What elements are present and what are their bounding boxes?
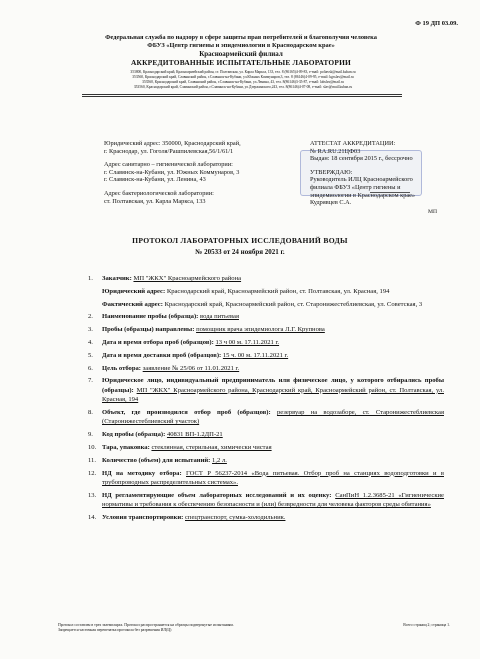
item-value: вода питьевая [200, 313, 239, 321]
address-line: 353560, Краснодарский край, Славянский район, г.Славянск-на-Кубани, ул.Южных Коммунаров,3, тел. 8 (86146)4-09-95, e-mail: kgsslav@mail.ru [132, 75, 354, 79]
item-number: 5. [88, 351, 93, 359]
item-label: Юридическое лицо, индивидуальный предприниматель или физическое лицо, у которого отбирались пробы (образцы): [102, 377, 444, 394]
item-number: 4. [88, 338, 93, 346]
item-value: 13 ч 00 м. 17.11.2021 г. [215, 338, 280, 346]
item-label: НД регламентирующие объем лабораторных исследований и их оценку: [102, 491, 332, 499]
item-value: Краснодарский край, Красноармейский район, ст. Полтавская, ул. Красная, 194 [166, 287, 390, 295]
item-label: Наименование пробы (образца): [102, 313, 199, 321]
legal-addresses-block [104, 140, 294, 205]
form-code: Ф 19 ДП 03.09. [415, 20, 458, 27]
header-laboratories: АККРЕДИТОВАННЫЕ ИСПЫТАТЕЛЬНЫЕ ЛАБОРАТОРИИ [131, 58, 351, 67]
item-number: 1. [88, 275, 93, 282]
list-item [88, 456, 444, 465]
item-number: 6. [88, 364, 93, 372]
list-item [88, 325, 444, 334]
item-value: МП "ЖКХ" Красноармейского района [133, 275, 242, 282]
item-label: Дата и время доставки проб (образцов): [102, 351, 222, 359]
item-number: 7. [88, 377, 93, 385]
header-institution: ФБУЗ «Центр гигиены и эпидемиологии в Краснодарском крае» [147, 42, 335, 49]
item-value: заявление № 25/06 от 11.01.2021 г. [142, 364, 240, 372]
list-item [88, 274, 444, 283]
item-label: Количество (объем) для испытаний: [102, 456, 211, 464]
approver-line-1: Руководитель ИЛЦ Красноармейского [310, 176, 413, 184]
approver-line-2: филиала ФБУЗ «Центр гигиены и [310, 183, 401, 191]
item-number: 14. [88, 513, 97, 521]
item-value: 40831 ВП-1.2ДП-21 [166, 431, 223, 439]
header-agency: Федеральная служба по надзору в сфере защиты прав потребителей и благополучия человека [105, 34, 377, 41]
protocol-items [88, 274, 444, 526]
footer-note: Протокол составлен в трех экземплярах. Протокол распространяется на образцы подвергнутые испытаниям. [58, 623, 234, 627]
item-label: Дата и время отбора проб (образцов): [102, 338, 214, 346]
signature-line [370, 182, 410, 193]
document-header [60, 34, 422, 67]
attest-title: АТТЕСТАТ АККРЕДИТАЦИИ: [310, 140, 396, 147]
item-value: 1,2 л. [212, 456, 227, 464]
item-number: 3. [88, 326, 93, 334]
item-value: СанПиН 1.2.3685-21 «Гигиенические нормативы и требования к обеспечению безопасности и (или) безвредности для человека факторов среды обитания» [102, 491, 444, 509]
sanitary-lab-address-2: г. Славянск-на-Кубани, ул. Ленина, 43 [104, 176, 206, 184]
item-label: Условия транспортировки: [102, 513, 184, 521]
list-item [88, 338, 444, 347]
item-number: 2. [88, 313, 93, 321]
item-label: Фактический адрес: [102, 300, 163, 308]
bact-lab-label: Адрес бактериологической лаборатории: [104, 189, 214, 197]
page-footer [58, 623, 450, 634]
item-number: 10. [88, 443, 97, 451]
list-item [88, 312, 444, 321]
item-number: 9. [88, 431, 93, 439]
protocol-number: № 20533 от 24 ноября 2021 г. [195, 248, 285, 256]
sanitary-lab-label: Адрес санитарно – гигиенической лаборатории: [104, 161, 233, 169]
header-branch: Красноармейский филиал [199, 50, 283, 58]
item-label: НД на методику отбора: [102, 469, 182, 477]
item-label: Заказчик: [102, 275, 132, 282]
protocol-title: ПРОТОКОЛ ЛАБОРАТОРНЫХ ИССЛЕДОВАНИЙ ВОДЫ [132, 236, 348, 245]
legal-address-2: г. Краснодар, ул. Гоголя/Рашпилевская,56/1/61/1 [104, 147, 234, 155]
item-value: ГОСТ Р 56237-2014 «Вода питьевая. Отбор проб на станциях водоподготовки и в трубопроводных распределительных системах». [102, 469, 444, 486]
list-item [88, 300, 444, 309]
item-number: 11. [88, 456, 96, 464]
approver-name: Кудрявцев С.А. [310, 199, 352, 207]
list-item [88, 513, 444, 522]
item-number: 12. [88, 469, 97, 477]
item-value: стеклянная, стерильная, химически чистая [151, 443, 272, 451]
address-line: 353800, Краснодарский край, Красноармейский район, ст. Полтавская, ул. Карла Маркса, 133, тел. 8 (86165)4-09-83, e-mail: poltavsk@mail.kuban.ru [130, 70, 356, 74]
list-item [88, 443, 444, 452]
item-label: Объект, где производился отбор проб (образцов): [102, 408, 271, 416]
item-label: Юридический адрес: [102, 287, 166, 295]
item-value: резервуар на водозаборе, ст. Старонижестеблиевская (Старонижестеблиевский участок) [102, 408, 444, 426]
list-item [88, 469, 444, 488]
item-value: помощник врача эпидемиолога Л.Г. Крупнова [196, 326, 325, 334]
header-divider [82, 94, 402, 95]
item-label: Цель отбора: [102, 364, 142, 372]
item-value: спецтранспорт, сумка-холодильник. [185, 513, 286, 521]
attest-issued: Выдан: 18 сентября 2015 г., бессрочно [310, 155, 413, 163]
bact-lab-address: ст. Полтавская, ул. Карла Маркса, 133 [104, 197, 206, 205]
list-item [88, 351, 444, 360]
list-item [88, 430, 444, 439]
item-label: Тара, упаковка: [102, 443, 150, 451]
sanitary-lab-address-1: г. Славянск-на-Кубани, ул. Южных Коммунаров, 3 [104, 168, 240, 176]
approver-line-3: эпидемиологии в Краснодарском крае» [310, 191, 416, 199]
item-value: 15 ч. 00 м. 17.11.2021 г. [222, 351, 289, 359]
item-value: МП "ЖКХ" Красноармейского района, Краснодарский край, Красноармейский район, ст. Полтавская, ул. Красная, 194 [102, 386, 444, 404]
list-item [88, 364, 444, 373]
approve-label: УТВЕРЖДАЮ: [310, 168, 353, 176]
list-item [88, 376, 444, 404]
seal-place-label: МП [428, 209, 438, 215]
list-item [88, 408, 444, 427]
legal-address: Юридический адрес: 350000, Краснодарский край, [104, 140, 241, 147]
laboratory-addresses [78, 70, 408, 90]
address-line: 353560, Краснодарский край, Славянский район, г.Славянск-на-Кубани, ул.Дзержинского,243, тел. 8(86146)4-07-08, e-mail: slav@mail.kuban.ru [133, 85, 353, 89]
list-item [88, 491, 444, 510]
item-number: 8. [88, 408, 93, 416]
page-count: Всего страниц 2; страница 1. [403, 623, 450, 627]
item-number: 13. [88, 491, 97, 499]
address-line: 353560, Краснодарский край, Славянский район, г.Славянск-на-Кубани, ул.Ленина, 43, тел. 8(86146)3-35-87, e-mail: labslav@mail.ru [142, 80, 344, 84]
item-label: Пробы (образцы) направлены: [102, 326, 195, 334]
item-value: Краснодарский край, Красноармейский район, ст. Старонижестеблиевская, ул. Советская, 3 [164, 300, 423, 308]
attest-number: № RA.RU.21ЦФ03 [310, 147, 361, 155]
header-divider [82, 96, 402, 97]
list-item [88, 287, 444, 296]
footer-warning: Запрещается частичная перепечатка протокола без разрешения ИЛ(Ц) [58, 628, 172, 633]
item-label: Код пробы (образца): [102, 431, 166, 439]
accreditation-block [310, 140, 460, 207]
